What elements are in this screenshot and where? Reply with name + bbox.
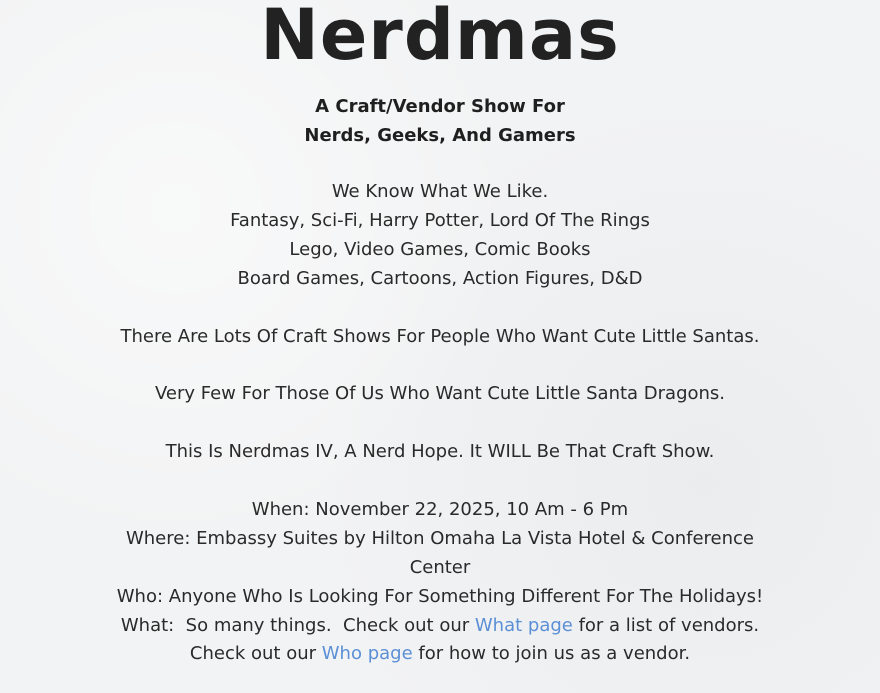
subtitle-line-2: Nerds, Geeks, And Gamers [304, 125, 576, 146]
description [0, 178, 880, 669]
subtitle-line-1: A Craft/Vendor Show For [315, 96, 565, 117]
join-suffix: for how to join us as a vendor. [412, 643, 691, 665]
event-what [0, 612, 880, 641]
what-page-link[interactable]: What page [474, 614, 573, 636]
who-page-link[interactable]: Who page [321, 643, 413, 665]
event-what-prefix: What: So many things. Check out our [120, 614, 475, 636]
join-vendor [0, 640, 880, 669]
event-when: When: November 22, 2025, 10 Am - 6 Pm [251, 498, 629, 520]
spacer [0, 351, 880, 380]
event-where-line-2: Center [409, 556, 471, 578]
spacer [0, 409, 880, 438]
event-who: Who: Anyone Who Is Looking For Something Different For The Holidays! [116, 585, 764, 607]
spacer [0, 294, 880, 323]
event-where-line-1: Where: Embassy Suites by Hilton Omaha La Vista Hotel & Conference [125, 527, 755, 549]
pitch-line-1: There Are Lots Of Craft Shows For People Who Want Cute Little Santas. [120, 325, 760, 347]
intro-line-3: Lego, Video Games, Comic Books [289, 238, 591, 260]
intro-line-2: Fantasy, Sci-Fi, Harry Potter, Lord Of The Rings [230, 209, 650, 231]
subtitle [0, 92, 880, 150]
intro-line-4: Board Games, Cartoons, Action Figures, D&D [237, 267, 643, 289]
pitch-line-2: Very Few For Those Of Us Who Want Cute Little Santa Dragons. [154, 383, 726, 405]
intro-line-1: We Know What We Like. [331, 181, 549, 202]
join-prefix: Check out our [189, 643, 322, 665]
pitch-line-3: This Is Nerdmas IV, A Nerd Hope. It WILL Be That Craft Show. [165, 441, 715, 463]
page-title: Nerdmas [260, 0, 620, 76]
spacer [0, 467, 880, 496]
event-what-suffix: for a list of vendors. [572, 614, 760, 636]
